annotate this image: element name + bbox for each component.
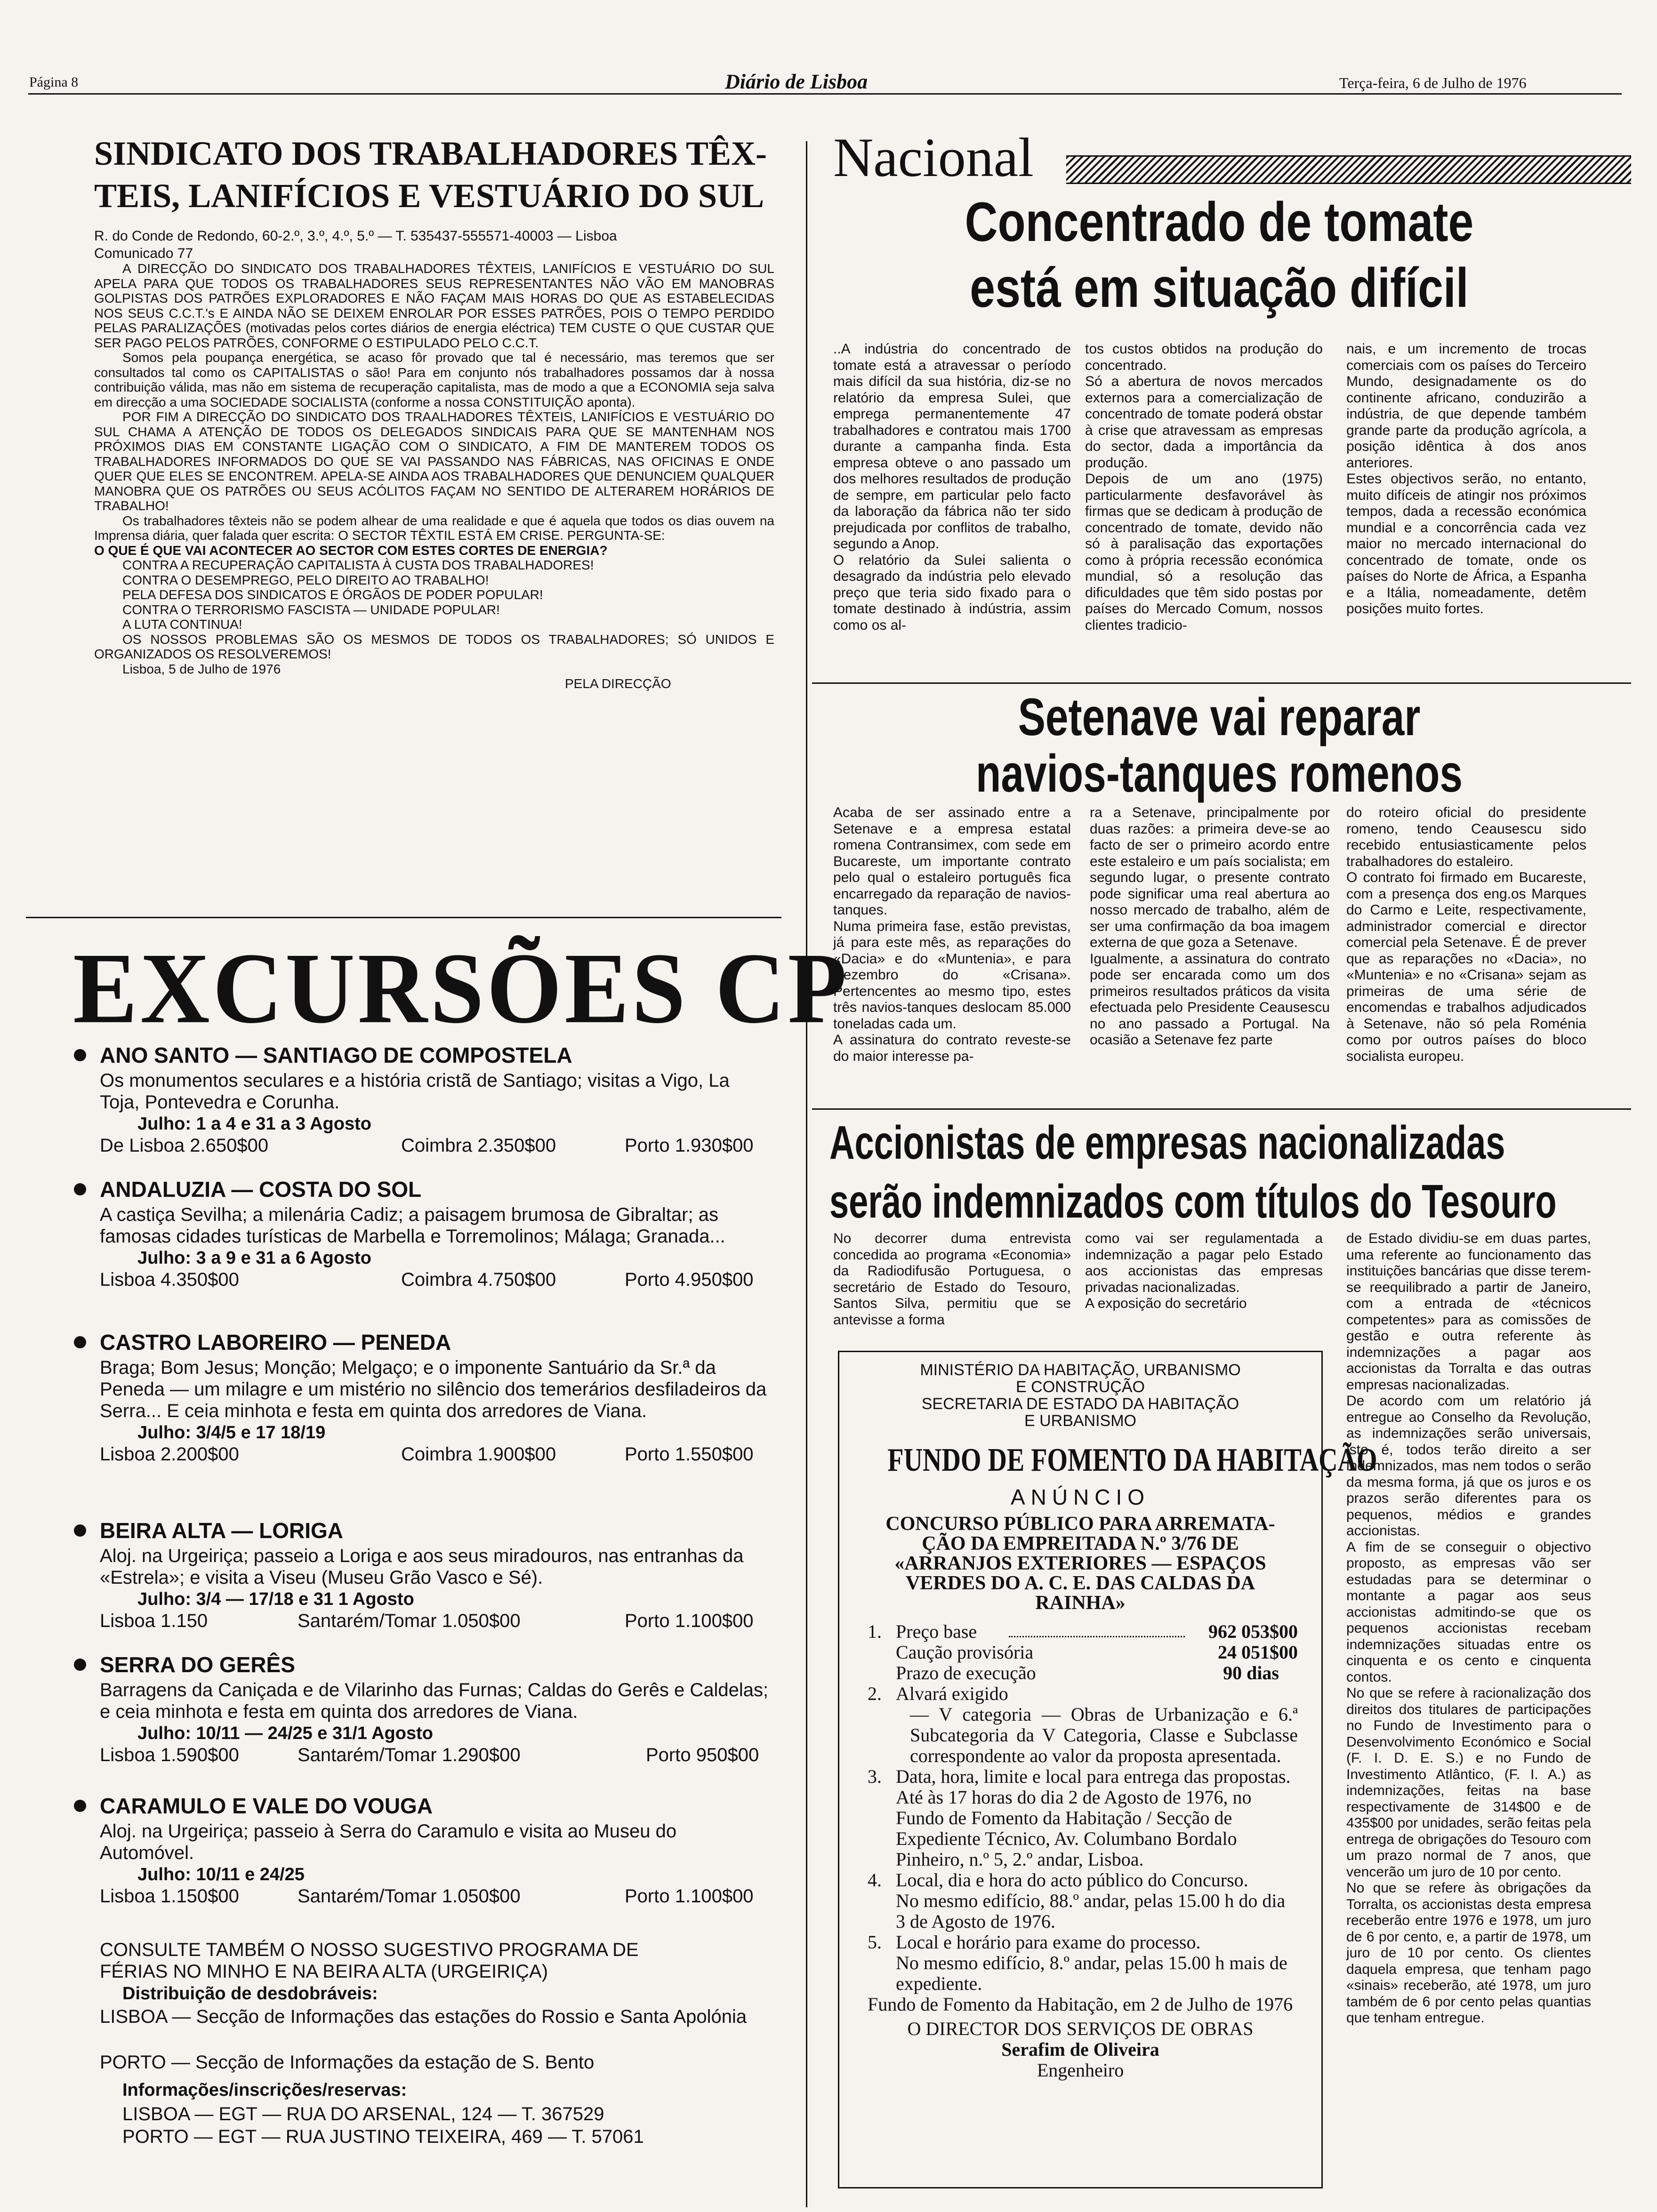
price-lisboa: Lisboa 1.150 — [100, 1611, 208, 1631]
fundo-item-number: 4. — [868, 1869, 882, 1891]
article-headline: serão indemnizados com títulos do Tesouro — [829, 1175, 1557, 1228]
sindicato-title-1: SINDICATO DOS TRABALHADORES TÊX- — [94, 135, 767, 172]
fundo-secretaria-1: SECRETARIA DE ESTADO DA HABITAÇÃO — [921, 1395, 1239, 1413]
article-headline: está em situação difícil — [970, 257, 1469, 319]
fundo-alvara: Alvará exigido — [896, 1683, 1008, 1704]
price-mid: Coimbra 4.750$00 — [401, 1269, 556, 1290]
price-mid: Coimbra 1.900$00 — [401, 1444, 556, 1465]
excursion-description: Aloj. na Urgeiriça; passeio à Serra do Caramulo e visita ao Museu do Automóvel. — [100, 1821, 677, 1863]
excursion-prices — [100, 1885, 773, 1907]
section-title: Nacional — [833, 127, 1034, 188]
article-rule — [812, 682, 1631, 684]
excursion-title: CASTRO LABOREIRO — PENEDA — [100, 1330, 451, 1354]
bullet-icon — [74, 1183, 86, 1195]
excursion-description: A castiça Sevilha; a milenária Cadiz; a paisagem brumosa de Gibraltar; as famosas cidades turísticas de Marbella e Torremolinos; Málaga; Granada... — [100, 1204, 725, 1247]
fundo-secretaria-2: E URBANISMO — [1024, 1412, 1137, 1430]
article-headline: Accionistas de empresas nacionalizadas — [829, 1116, 1505, 1169]
article-column: de Estado dividiu-se em duas partes, uma referente ao funcionamento das instituições bancárias que disse terem-se reequilibrado a partir de Janeiro, com a entrada de «técnicos competentes» para as comissões de gestão e outra referente às indemnizações a pagar aos accionistas da Torralta e das outras empresas nacionalizadas. De acordo com um relatório já entregue ao Conselho da Revolução, as indemnizações serão universais, isto é, todos terão direito a ser indemnizados, mas nem todos o serão da mesma forma, já que os juros e os prazos serão diferentes para os pequenos, médios e grandes accionistas. A fim de se conseguir o objectivo proposto, as empresas vão ser estudadas para se determinar o montante a pagar aos seus accionistas admitindo-se que os pequenos accionistas recebam indemnizações situadas entre os cinquenta e os cento e cinquenta contos. No que se refere à racionalização dos direitos dos titulares de participações no Fundo de Investimento para o Desenvolvimento Económico e Social (F. I. D. E. S.) e no Fundo de Investimento Atlântico, (F. I. A.) as indemnizações, feitas na base respectivamente de 314$00 e de 435$00 por unidades, serão feitas pela entrega de obrigações do Tesouro com um prazo normal de 7 anos, que vencerão um juro de 10 por cento. No que se refere às obrigações da Torralta, os accionistas desta empresa receberão entre 1976 e 1978, um juro de 6 por cento, e, a partir de 1978, um juro de 10 por cento. Os clientes daquela empresa, que tenham pago «sinais» receberão, até 1978, um juro também de 6 por cento pelas quantias que tenham entregue. — [1346, 1231, 1591, 2026]
sindicato-slogan: A LUTA CONTINUA! — [122, 617, 242, 632]
price-lisboa: Lisboa 2.200$00 — [100, 1444, 239, 1465]
sindicato-p1: A DIRECÇÃO DO SINDICATO DOS TRABALHADORES TÊXTEIS, LANIFÍCIOS E VESTUÁRIO DO SUL APELA PARA QUE TODOS OS TRABALHADORES SEUS REPRESENTANTES NÃO VÃO EM MANOBRAS GOLPISTAS DOS PATRÕES EXPLORADORES E NÃO FAÇAM MAIS HORAS DO QUE AS ESTABELECIDAS NOS SEUS C.C.T.'s E AINDA NÃO SE DEIXEM ENROLAR POR ESSES PATRÕES, POIS O TEMPO PERDIDO PELAS PARALIZAÇÕES (motivadas pelos cortes diários de energia eléctrica) TEM CUSTE O QUE CUSTAR QUE SER PAGO PELOS PATRÕES, CONFORME O ESTIPULADO PELO C.C.T. — [94, 261, 774, 350]
excursion-dates: Julho: 3 a 9 e 31 a 6 Agosto — [137, 1248, 371, 1268]
price-lisboa: De Lisboa 2.650$00 — [100, 1135, 269, 1156]
excursion-description: Barragens da Caniçada e de Vilarinho das Furnas; Caldas do Gerês e Caldelas; e ceia minhota e festa em quinta dos arredores de Viana. — [100, 1680, 769, 1722]
excursion-description: Os monumentos seculares e a história cristã de Santiago; visitas a Vigo, La Toja, Pontevedra e Corunha. — [100, 1070, 730, 1113]
excursion-item — [100, 1652, 773, 1766]
fundo-director: O DIRECTOR DOS SERVIÇOS DE OBRAS — [907, 2018, 1254, 2039]
page-number: Página 8 — [29, 74, 79, 90]
bullet-icon — [74, 1524, 86, 1537]
excursion-prices — [100, 1443, 773, 1465]
fundo-ministry-1: MINISTÉRIO DA HABITAÇÃO, URBANISMO — [920, 1361, 1241, 1379]
excursion-item — [100, 1042, 773, 1156]
fundo-signatory: Serafim de Oliveira — [1001, 2039, 1159, 2060]
sindicato-rule — [26, 917, 781, 918]
fundo-ministry-2: E CONSTRUÇÃO — [1016, 1378, 1145, 1396]
sindicato-p4: Os trabalhadores têxteis não se podem alhear de uma realidade e que é aquela que todos os dias ouvem na Imprensa diária, quer falada quer escrita: O SECTOR TÊXTIL ESTÁ EM CRISE. PERGUNTA-SE: — [94, 513, 774, 543]
issue-date: Terça-feira, 6 de Julho de 1976 — [1339, 74, 1527, 91]
excursion-description: Aloj. na Urgeiriça; passeio a Loriga e aos seus miradouros, nas entranhas da «Estrela»; e visita a Viseu (Museu Grão Vasco e Sé). — [100, 1546, 744, 1588]
fundo-concurso-3: «ARRANJOS EXTERIORES — ESPAÇOS — [894, 1553, 1266, 1574]
excursion-prices — [100, 1135, 773, 1156]
price-porto: Porto 4.950$00 — [625, 1269, 754, 1290]
excursion-prices — [100, 1744, 773, 1766]
price-porto: Porto 1.550$00 — [625, 1444, 754, 1465]
excursion-title: BEIRA ALTA — LORIGA — [100, 1518, 344, 1543]
fundo-title: FUNDO DE FOMENTO DA HABITAÇÃO — [887, 1442, 1377, 1478]
price-porto: Porto 950$00 — [646, 1745, 759, 1765]
excursion-dates: Julho: 10/11 e 24/25 — [137, 1865, 305, 1884]
article-column: Acaba de ser assinado entre a Setenave e a empresa estatal romena Contransimex, com sede em Bucareste, um importante contrato pelo qual o estaleiro português fica encarregado da reparação de navios-tanques. Numa primeira fase, estão previstas, já para este mês, as reparações do «Dacia» e do «Muntenia», e para Dezembro do «Crisana». Pertencentes ao mesmo tipo, estes três navios-tanques deslocam 85.000 toneladas cada um. A assinatura do contrato reveste-se do maior interesse pa- — [833, 805, 1071, 1064]
price-porto: Porto 1.100$00 — [625, 1611, 754, 1631]
excursion-item — [100, 1793, 773, 1907]
excursion-dates: Julho: 3/4/5 e 17 18/19 — [137, 1423, 326, 1443]
price-lisboa: Lisboa 1.150$00 — [100, 1886, 239, 1907]
fundo-data-detail: Até às 17 horas do dia 2 de Agosto de 1976, no Fundo de Fomento da Habitação / Secção de Expediente Técnico, Av. Columbano Bordalo Pinheiro, n.º 5, 2.º andar, Lisboa. — [896, 1787, 1252, 1870]
sindicato-p2: Somos pela poupança energética, se acaso fôr provado que tal é necessário, mas teremos que ser consultados tal como os CAPITALISTAS o são! Para em conjunto nós trabalhadores possamos dar à nossa contribuição válida, mas não em sistema de recuperação capitalista, mas de modo a que a ECONOMIA seja salva em direcção a uma SOCIEDADE SOCIALISTA (conforme a nossa CONSTITUIÇÃO aponta). — [94, 350, 774, 409]
excursion-prices — [100, 1269, 773, 1290]
fundo-exame-detail: No mesmo edifício, 8.º andar, pelas 15.00 h mais de expediente. — [896, 1952, 1287, 1994]
sindicato-p3: POR FIM A DIRECÇÃO DO SINDICATO DOS TRAALHADORES TÊXTEIS, LANIFÍCIOS E VESTUÁRIO DO SUL CHAMA A ATENÇÃO DE TODOS OS DELEGADOS SINDICAIS PARA QUE SE MANTENHAM NOS PRÓXIMOS DIAS EM CONSTANTE LIGAÇÃO COM O SINDICATO, A FIM DE MANTEREM TODOS OS TRABALHADORES INFORMADOS DO QUE SE VAI PASSANDO NAS FÁBRICAS, NAS OFICINAS E ONDE QUER QUE ELES SE ENCONTREM. APELA-SE AINDA AOS TRABALHADORES QUE DENUNCIEM QUALQUER MANOBRA QUE OS PATRÕES OU SEUS ACÓLITOS FAÇAM NO SENTIDO DE ALTERAREM HORÁRIOS DE TRABALHO! — [94, 409, 774, 513]
fundo-preco-value: 962 053$00 — [1208, 1621, 1298, 1642]
article-column: como vai ser regulamentada a indemnização a pagar pelo Estado aos accionistas das empresas privadas nacionalizadas. A exposição do secretário — [1085, 1231, 1323, 1311]
sindicato-title-2: TEIS, LANIFÍCIOS E VESTUÁRIO DO SUL — [94, 177, 764, 215]
excursion-title: ANDALUZIA — COSTA DO SOL — [100, 1177, 422, 1202]
price-porto: Porto 1.930$00 — [625, 1135, 754, 1156]
bullet-icon — [74, 1659, 86, 1671]
sindicato-comunicado: Comunicado 77 — [94, 246, 193, 261]
price-mid: Santarém/Tomar 1.050$00 — [298, 1611, 521, 1631]
sindicato-question: O QUE É QUE VAI ACONTECER AO SECTOR COM ESTES CORTES DE ENERGIA? — [94, 543, 608, 558]
info-porto: PORTO — EGT — RUA JUSTINO TEIXEIRA, 469 — T. 57061 — [122, 2126, 644, 2147]
excursoes-title: EXCURSÕES CP — [73, 932, 850, 1045]
fundo-concurso-2: ÇÃO DA EMPREITADA N.º 3/76 DE — [922, 1533, 1239, 1555]
article-headline: navios-tanques romenos — [976, 744, 1463, 803]
price-porto: Porto 1.100$00 — [625, 1886, 754, 1907]
sindicato-slogan: PELA DEFESA DOS SINDICATOS E ÓRGÃOS DE PODER POPULAR! — [122, 587, 543, 602]
fundo-announcement-box — [838, 1351, 1377, 2188]
fundo-item-number: 2. — [868, 1683, 882, 1704]
article-column: ra a Setenave, principalmente por duas razões: a primeira deve-se ao facto de ser o primeiro acordo entre este estaleiro e um país socialista; em segundo lugar, o presente contrato pode significar uma real abertura ao nosso mercado de trabalho, além de ser uma confirmação da boa imagem externa de que goza a Setenave. Igualmente, a assinatura do contrato pode ser encarada como um dos primeiros resultados práticos da visita efectuada pelo Presidente Ceausescu no ano passado a Portugal. Na ocasião a Setenave fez parte — [1090, 805, 1330, 1048]
excursion-prices — [100, 1610, 773, 1632]
sindicato-slogan: CONTRA A RECUPERAÇÃO CAPITALISTA À CUSTA DOS TRABALHADORES! — [122, 558, 594, 572]
bullet-icon — [74, 1336, 86, 1348]
article-column: No decorrer duma entrevista concedida ao programa «Economia» da Radiodifusão Portuguesa, o secretário de Estado do Tesouro, Santos Silva, permitiu que se antevisse a forma — [833, 1231, 1071, 1328]
info-lisboa: LISBOA — EGT — RUA DO ARSENAL, 124 — T. 367529 — [122, 2104, 604, 2124]
article-headline: Concentrado de tomate — [965, 191, 1474, 253]
info-label: Informações/inscrições/reservas: — [122, 2080, 407, 2100]
fundo-role: Engenheiro — [1037, 2060, 1124, 2081]
article-headline: Setenave vai reparar — [1018, 688, 1421, 746]
excursion-item — [100, 1177, 773, 1290]
price-lisboa: Lisboa 4.350$00 — [100, 1269, 239, 1290]
fundo-acto-publico: Local, dia e hora do acto público do Concurso. — [896, 1869, 1248, 1891]
section-hatch — [1066, 155, 1631, 184]
excursion-title: CARAMULO E VALE DO VOUGA — [100, 1794, 433, 1818]
price-mid: Santarém/Tomar 1.290$00 — [298, 1745, 521, 1765]
bullet-icon — [74, 1800, 86, 1812]
sindicato-slogan: CONTRA O TERRORISMO FASCISTA — UNIDADE POPULAR! — [122, 602, 500, 617]
excursion-description: Braga; Bom Jesus; Monção; Melgaço; e o imponente Santuário da Sr.ª da Peneda — um milagre e um mistério no silêncio dos temerários desfiladeiros da Serra... E ceia minhota e festa em quinta dos arredores de Viana. — [100, 1357, 767, 1421]
distribution-lisboa: LISBOA — Secção de Informações das estações do Rossio e Santa Apolónia — [100, 2006, 747, 2027]
fundo-caucao-value: 24 051$00 — [1218, 1642, 1298, 1663]
price-mid: Santarém/Tomar 1.050$00 — [298, 1886, 521, 1907]
column-divider — [806, 141, 807, 2207]
price-lisboa: Lisboa 1.590$00 — [100, 1745, 239, 1765]
distribution-label: Distribuição de desdobráveis: — [122, 1984, 378, 2004]
fundo-data-hora: Data, hora, limite e local para entrega das propostas. — [896, 1766, 1291, 1787]
fundo-anuncio: ANÚNCIO — [1010, 1485, 1150, 1509]
fundo-preco-label: Preço base — [896, 1621, 977, 1642]
fundo-prazo-label: Prazo de execução — [896, 1662, 1036, 1683]
fundo-caucao-label: Caução provisória — [896, 1642, 1034, 1663]
excursion-dates: Julho: 3/4 — 17/18 e 31 1 Agosto — [137, 1589, 414, 1609]
fundo-footer: Fundo de Fomento da Habitação, em 2 de Julho de 1976 — [868, 1994, 1293, 2015]
sindicato-address: R. do Conde de Redondo, 60-2.º, 3.º, 4.º, 5.º — T. 535437-555571-40003 — Lisboa — [94, 228, 617, 244]
sindicato-signature: PELA DIRECÇÃO — [565, 676, 671, 691]
fundo-acto-detail: No mesmo edifício, 88.º andar, pelas 15.00 h do dia 3 de Agosto de 1976. — [896, 1890, 1286, 1932]
excursion-title: SERRA DO GERÊS — [100, 1652, 295, 1677]
bullet-icon — [74, 1049, 86, 1061]
fundo-preco-dots — [1009, 1636, 1185, 1637]
fundo-exame: Local e horário para exame do processo. — [896, 1931, 1201, 1953]
fundo-prazo-value: 90 dias — [1223, 1662, 1279, 1683]
distribution-porto: PORTO — Secção de Informações da estação de S. Bento — [100, 2052, 595, 2073]
article-column: tos custos obtidos na produção do concentrado. Só a abertura de novos mercados externos para a comercialização de concentrado de tomate poderá obstar à crise que atravessam as empresas do sector, dada a importância da produção. Depois de um ano (1975) particularmente desfavorável às firmas que se dedicam à produção de concentrado de tomate, devido não só à paralisação das exportações como à própria recessão económica mundial, só a resolução das dificuldades que têm sido postas por países do Mercado Comum, nossos clientes tradicio- — [1085, 341, 1323, 633]
fundo-item-number: 1. — [868, 1621, 882, 1642]
excursoes-consulte: CONSULTE TAMBÉM O NOSSO SUGESTIVO PROGRAMA DE FÉRIAS NO MINHO E NA BEIRA ALTA (URGEIRIÇA) — [100, 1940, 639, 1982]
article-column: nais, e um incremento de trocas comerciais com os países do Terceiro Mundo, designadamente os do continente africano, conduzirão a indústria, de que depende também grande parte da produção agrícola, a posição idêntica à dos anos anteriores. Estes objectivos serão, no entanto, muito difíceis de atingir nos próximos tempos, dada a recessão económica mundial e a concorrência cada vez maior no mercado internacional do concentrado de tomate, onde os países do Norte de África, a Espanha e a Itália, nomeadamente, detêm posições muito fortes. — [1346, 341, 1586, 617]
fundo-item-number: 5. — [868, 1931, 882, 1953]
excursion-title: ANO SANTO — SANTIAGO DE COMPOSTELA — [100, 1043, 572, 1067]
article-column: ..A indústria do concentrado de tomate está a atravessar o período mais difícil da sua história, diz-se no relatório da empresa Sulei, que emprega permanentemente 47 trabalhadores e contratou mais 1700 durante a campanha finda. Esta empresa obteve o ano passado um dos melhores resultados de produção de sempre, em particular pelo facto da laboração da fábrica não ter sido prejudicada por conflitos de trabalho, segundo a Anop. O relatório da Sulei salienta o desagrado da indústria pelo elevado preço que teria sido fixado para o tomate destinado à indústria, assim como os al- — [833, 341, 1071, 633]
header-rule — [28, 93, 1622, 95]
excursion-dates: Julho: 1 a 4 e 31 a 3 Agosto — [137, 1114, 371, 1134]
fundo-concurso-1: CONCURSO PÚBLICO PARA ARREMATA- — [885, 1513, 1275, 1535]
masthead: Diário de Lisboa — [725, 70, 868, 93]
price-mid: Coimbra 2.350$00 — [401, 1135, 556, 1156]
sindicato-body — [94, 261, 774, 691]
fundo-concurso-4: VERDES DO A. C. E. DAS CALDAS DA — [905, 1572, 1255, 1594]
article-rule — [812, 1108, 1631, 1110]
fundo-alvara-detail: — V categoria — Obras de Urbanização e 6.ª Subcategoria da V Categoria, Classe e Subclasse correspondente ao valor da proposta apresentada. — [910, 1704, 1298, 1766]
excursion-dates: Julho: 10/11 — 24/25 e 31/1 Agosto — [137, 1723, 433, 1743]
fundo-concurso-5: RAINHA» — [1035, 1592, 1126, 1614]
sindicato-slogan: OS NOSSOS PROBLEMAS SÃO OS MESMOS DE TODOS OS TRABALHADORES; SÓ UNIDOS E ORGANIZADOS OS RESOLVEREMOS! — [94, 632, 774, 661]
sindicato-date: Lisboa, 5 de Julho de 1976 — [122, 661, 281, 676]
sindicato-slogan: CONTRA O DESEMPREGO, PELO DIREITO AO TRABALHO! — [122, 572, 489, 587]
article-column: do roteiro oficial do presidente romeno, tendo Ceausescu sido recebido entusiasticamente pelos trabalhadores do estaleiro. O contrato foi firmado em Bucareste, com a presença dos eng.os Marques do Carmo e Leite, respectivamente, administrador comercial e director comercial pela Setenave. É de prever que as reparações no «Dacia», no «Muntenia» e no «Crisana» sejam as primeiras de uma série de encomendas e trabalhos adjudicados à Setenave, não só pela Roménia como por outros países do bloco socialista europeu. — [1346, 805, 1586, 1064]
excursion-item — [100, 1518, 773, 1632]
excursion-item — [100, 1330, 773, 1465]
fundo-item-number: 3. — [868, 1766, 882, 1787]
